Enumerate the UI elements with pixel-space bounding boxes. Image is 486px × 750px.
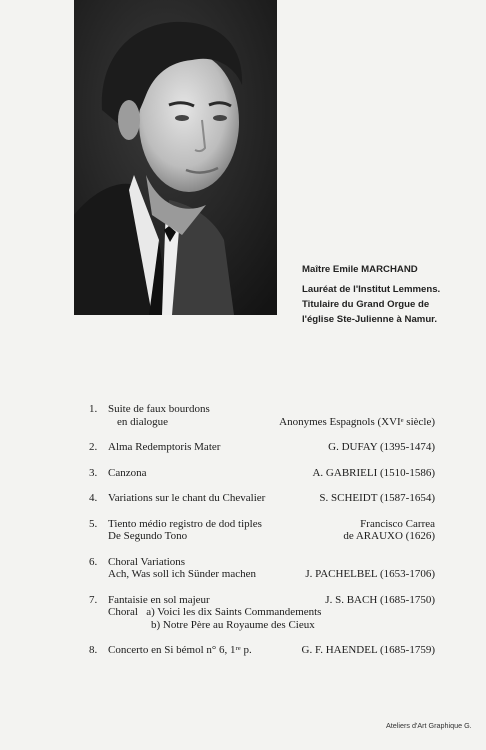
portrait-photo (74, 0, 277, 315)
item-number: 6. (89, 555, 98, 568)
program-item (89, 441, 435, 454)
item-number: 7. (89, 593, 98, 606)
composer: G. DUFAY (1395-1474) (328, 441, 435, 453)
item-number: 5. (89, 517, 98, 530)
composer: J. PACHELBEL (1653-1706) (305, 568, 435, 580)
item-number: 8. (89, 644, 98, 656)
work-title: Suite de faux bourdons (108, 403, 210, 415)
choral-a: Choral a) Voici les dix Saints Commandements (108, 606, 322, 618)
item-number: 2. (89, 441, 98, 453)
item-number: 3. (89, 466, 98, 479)
program-item (89, 467, 435, 480)
work-title: Choral Variations (108, 555, 186, 568)
item-number: 1. (89, 403, 98, 415)
composer: S. SCHEIDT (1587-1654) (319, 492, 435, 504)
composer: G. F. HAENDEL (1685-1759) (301, 644, 435, 656)
composer: Anonymes Espagnols (XVIᵉ siècle) (279, 415, 435, 428)
work-title-continued: Ach, Was soll ich Sünder machen (108, 568, 256, 580)
performer-name: Maître Emile MARCHAND (302, 264, 418, 275)
composer: de ARAUXO (1626) (343, 530, 435, 542)
work-title: Canzona (108, 466, 147, 479)
performer-caption (302, 262, 440, 327)
work-title-continued: De Segundo Tono (108, 530, 188, 542)
work-title: Concerto en Si bémol n° 6, 1ʳᵉ p. (108, 644, 252, 656)
performer-title-line-3: l'église Ste-Julienne à Namur. (302, 314, 438, 325)
program-item (89, 594, 435, 632)
work-title-continued: en dialogue (117, 415, 169, 428)
program-item (89, 518, 435, 543)
work-title: Alma Redemptoris Mater (108, 441, 221, 453)
printer-credit: Ateliers d'Art Graphique G. (386, 721, 472, 730)
program-item (89, 644, 435, 657)
performer-title-line-1: Lauréat de l'Institut Lemmens. (302, 284, 441, 295)
composer: A. GABRIELI (1510-1586) (312, 466, 435, 479)
program-item (89, 403, 435, 428)
choral-b: b) Notre Père au Royaume des Cieux (151, 618, 315, 631)
work-title: Fantaisie en sol majeur (108, 593, 210, 606)
composer: J. S. BACH (1685-1750) (325, 593, 435, 606)
performer-title-line-2: Titulaire du Grand Orgue de (302, 299, 430, 310)
item-number: 4. (89, 492, 98, 504)
program-item (89, 556, 435, 581)
work-title: Variations sur le chant du Chevalier (108, 492, 266, 504)
program-item (89, 492, 435, 505)
work-title: Tiento médio registro de dod tiples (108, 517, 262, 530)
concert-program (89, 403, 435, 670)
composer-name: Francisco Carrea (360, 517, 435, 530)
